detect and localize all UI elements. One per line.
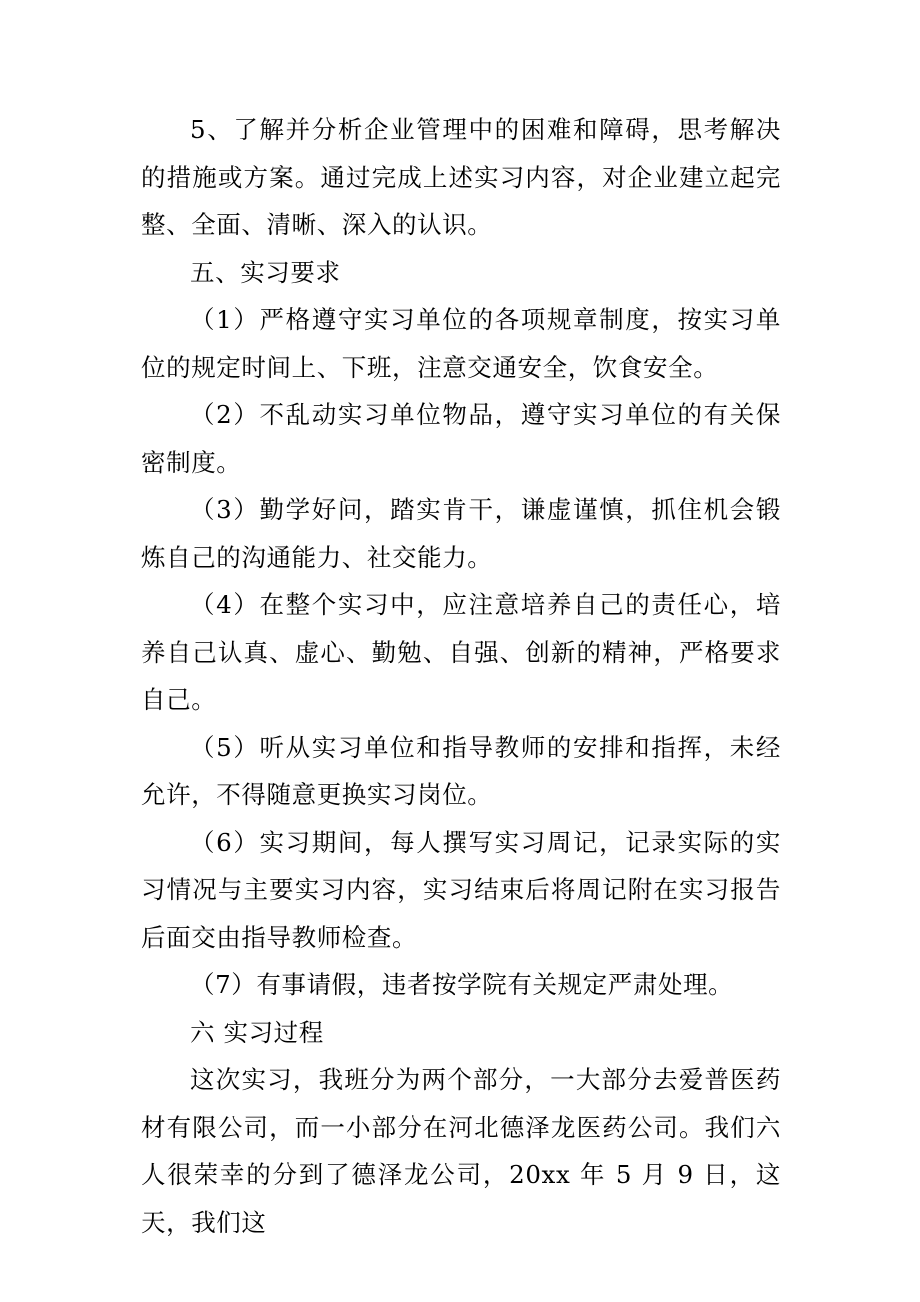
paragraph-item-5: 5、了解并分析企业管理中的困难和障碍，思考解决的措施或方案。通过完成上述实习内容，对企业建立起完整、全面、清晰、深入的认识。 bbox=[141, 115, 781, 239]
requirement-6: （6）实习期间，每人撰写实习周记，记录实际的实习情况与主要实习内容，实习结束后将周记附在实习报告后面交由指导教师检查。 bbox=[141, 827, 781, 952]
requirement-2: （2）不乱动实习单位物品，遵守实习单位的有关保密制度。 bbox=[141, 400, 781, 477]
section-heading-requirements: 五、实习要求 bbox=[190, 257, 341, 287]
requirement-5: （5）听从实习单位和指导教师的安排和指挥，未经允许，不得随意更换实习岗位。 bbox=[141, 732, 781, 809]
requirement-1: （1）严格遵守实习单位的各项规章制度，按实习单位的规定时间上、下班，注意交通安全，饮食安全。 bbox=[141, 305, 781, 382]
requirement-4: （4）在整个实习中，应注意培养自己的责任心，培养自己认真、虚心、勤勉、自强、创新的精神，严格要求自己。 bbox=[141, 590, 781, 714]
requirement-7: （7）有事请假，违者按学院有关规定严肃处理。 bbox=[190, 970, 734, 999]
requirement-3: （3）勤学好问，踏实肯干，谦虚谨慎，抓住机会锻炼自己的沟通能力、社交能力。 bbox=[141, 495, 781, 572]
process-paragraph: 这次实习，我班分为两个部分，一大部分去爱普医药材有限公司，而一小部分在河北德泽龙医药公司。我们六人很荣幸的分到了德泽龙公司，20xx 年 5 月 9 日，这天，我们这 bbox=[141, 1065, 781, 1237]
section-heading-process: 六 实习过程 bbox=[190, 1017, 324, 1047]
document-body bbox=[141, 106, 781, 1246]
